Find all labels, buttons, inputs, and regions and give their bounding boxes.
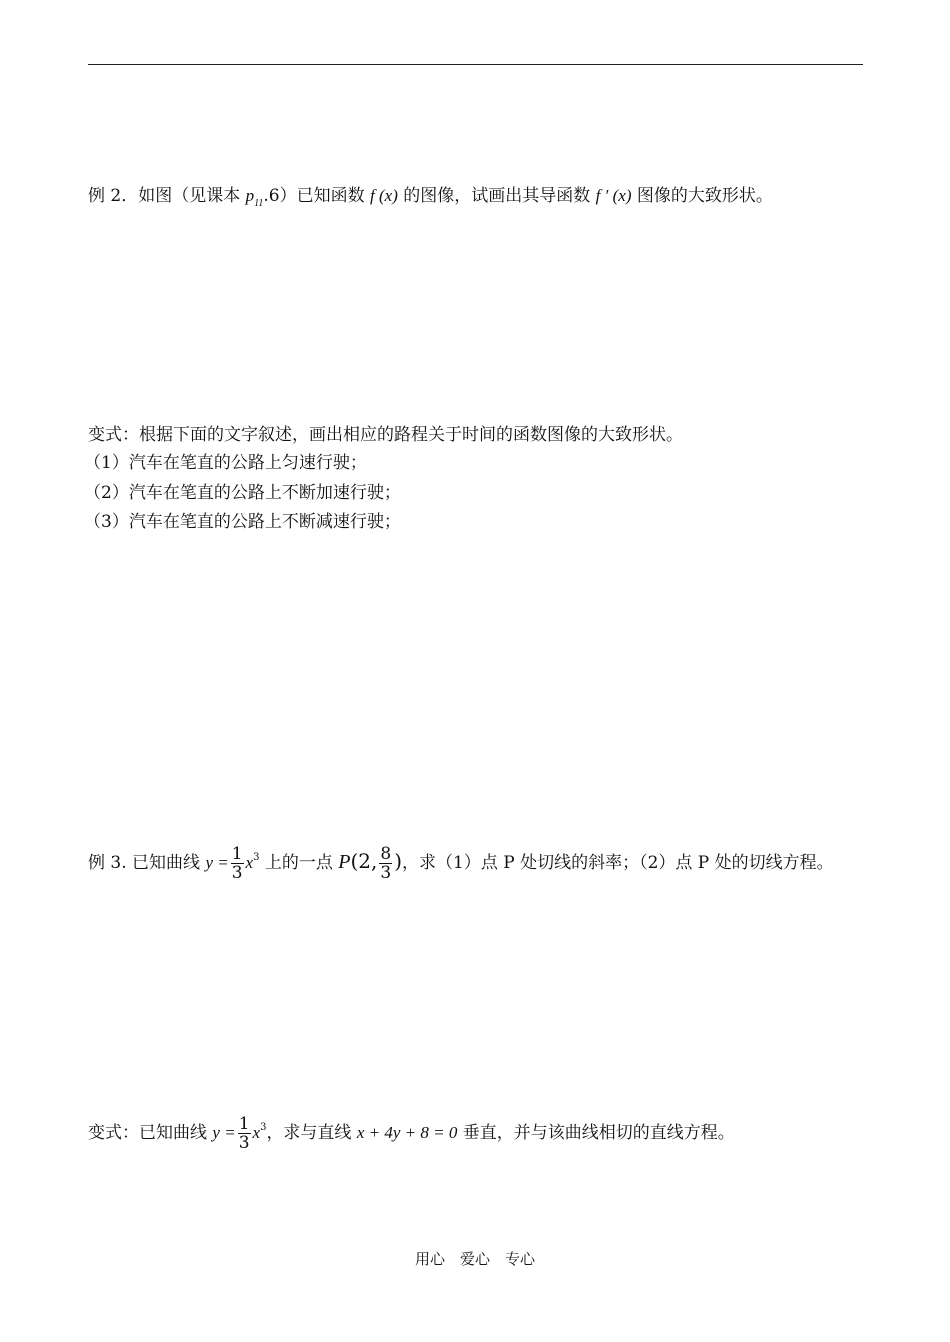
ex3-y-equals: y =	[205, 853, 229, 872]
ex3-x: x	[245, 853, 254, 872]
ex2-text-a: 例 2．如图（见课本	[88, 186, 246, 206]
ex2-text-d: 图像的大致形状。	[631, 186, 773, 206]
page-footer: 用心 爱心 专心	[414, 1250, 535, 1268]
ex3-text-c: ，求（1）点 P 处切线的斜率；（2）点 P 处的切线方程。	[402, 853, 834, 873]
variant2-text-c: 垂直，并与该曲线相切的直线方程。	[457, 1123, 735, 1143]
ex3-point-fraction: $\frac{8}{3}$	[380, 844, 392, 883]
ex3-point-open: (2,	[350, 849, 378, 873]
variant-1-item: （3）汽车在笔直的公路上不断减速行驶；	[84, 512, 401, 532]
ex2-function-f: f (x)	[370, 186, 398, 205]
variant-1-item: （2）汽车在笔直的公路上不断加速行驶；	[84, 483, 401, 503]
variant2-y-equals: y =	[212, 1123, 236, 1142]
variant2-exponent: 3	[260, 1122, 267, 1133]
ex3-point-close: )	[394, 849, 403, 873]
ex2-p-subscript: 11	[254, 198, 264, 209]
variant2-line-equation: x + 4y + 8 = 0	[356, 1123, 458, 1142]
example-3	[88, 836, 834, 885]
header-rule	[88, 64, 863, 65]
ex3-text-b: 上的一点	[259, 853, 339, 873]
ex2-derivative-f: f ′ (x)	[595, 186, 632, 205]
variant2-text-a: 变式：已知曲线	[88, 1123, 213, 1143]
variant-1-item: （1）汽车在笔直的公路上匀速行驶；	[84, 453, 367, 473]
variant2-x: x	[252, 1123, 261, 1142]
ex2-text-b: .6）已知函数	[263, 186, 371, 206]
variant-2	[88, 1106, 735, 1155]
ex3-fraction: $\frac{1}{3}$	[231, 844, 243, 883]
ex3-text-a: 例 3. 已知曲线	[88, 853, 206, 873]
ex3-point-label: P	[338, 851, 351, 873]
variant-1-intro: 变式：根据下面的文字叙述，画出相应的路程关于时间的函数图像的大致形状。	[88, 425, 683, 445]
variant2-text-b: ，求与直线	[266, 1123, 357, 1143]
ex3-exponent: 3	[253, 852, 260, 863]
variant2-fraction: $\frac{1}{3}$	[238, 1114, 250, 1153]
ex2-text-c: 的图像，试画出其导函数	[397, 186, 596, 206]
ex2-p-symbol: $p_{11}$	[245, 186, 264, 209]
example-2	[88, 185, 773, 215]
